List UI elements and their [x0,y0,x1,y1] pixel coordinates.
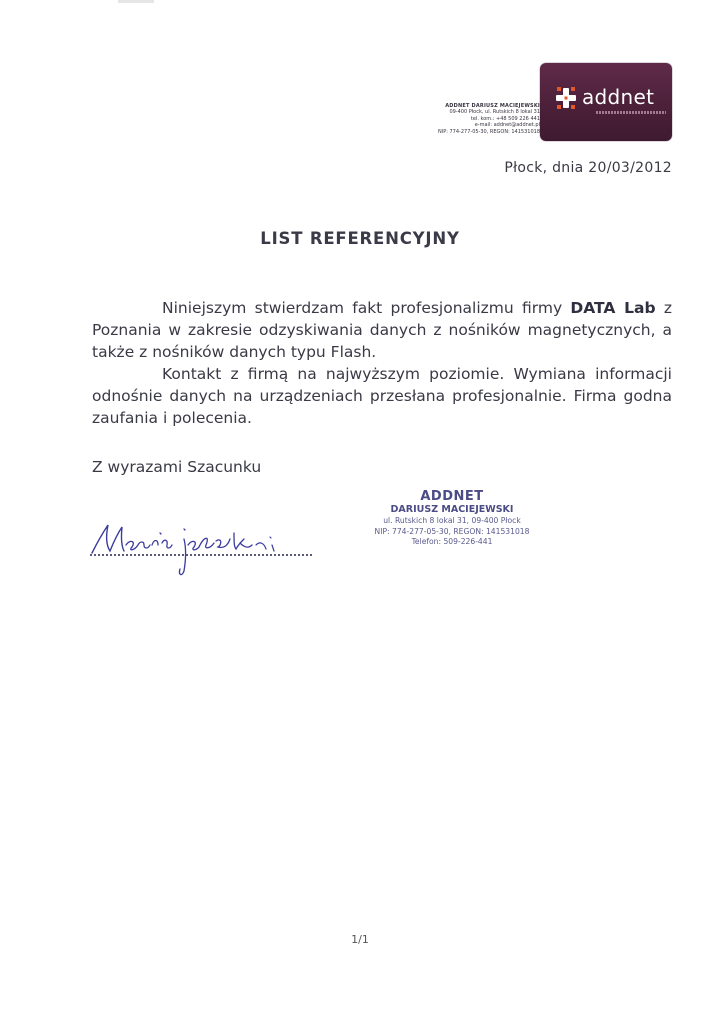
scan-mark [118,0,154,3]
letterhead-phone: tel. kom.: +48 509 226 441 [470,115,540,122]
company-logo [540,63,672,141]
letter-body [92,297,672,429]
company-stamp [354,490,550,548]
signature-line [90,554,312,556]
letterhead-contact [418,103,540,135]
letterhead-email: e-mail: addnet@addnet.pl [474,122,540,129]
plus-cross-icon [553,85,579,111]
letterhead-company-name: ADDNET DARIUSZ MACIEJEWSKI [445,103,540,109]
document-title: LIST REFERENCYJNY [260,229,460,248]
stamp-phone: Telefon: 509-226-441 [411,537,493,546]
closing-salutation: Z wyrazami Szacunku [92,458,262,476]
page-number: 1/1 [351,933,369,946]
letterhead-address: 09-400 Płock, ul. Rutskich 8 lokal 31 [449,109,540,116]
stamp-address: ul. Rutskich 8 lokal 31, 09-400 Płock [383,516,521,525]
letterhead-ids: NIP: 774-277-05-30, REGON: 141531018 [438,128,540,135]
logo-tagline-decoration [596,111,666,114]
body-paragraph-2: Kontakt z firmą na najwyższym poziomie. Wymiana informacji odnośnie danych na urządzeniach przesłana profesjonalnie. Firma godna zaufania i polecenia. [92,365,672,427]
letter-date: Płock, dnia 20/03/2012 [504,160,672,176]
stamp-owner-name: DARIUSZ MACIEJEWSKI [390,504,514,515]
stamp-ids: NIP: 774-277-05-30, REGON: 141531018 [374,526,530,536]
company-name-emphasis: DATA Lab [570,299,656,317]
stamp-company-name: ADDNET [420,489,484,504]
body-paragraph-1: Niniejszym stwierdzam fakt profesjonalizmu firmy DATA Lab z Poznania w zakresie odzyskiwania danych z nośników magnetycznych, a także z nośników danych typu Flash. [92,299,672,361]
logo-wordmark: addnet [582,85,655,109]
